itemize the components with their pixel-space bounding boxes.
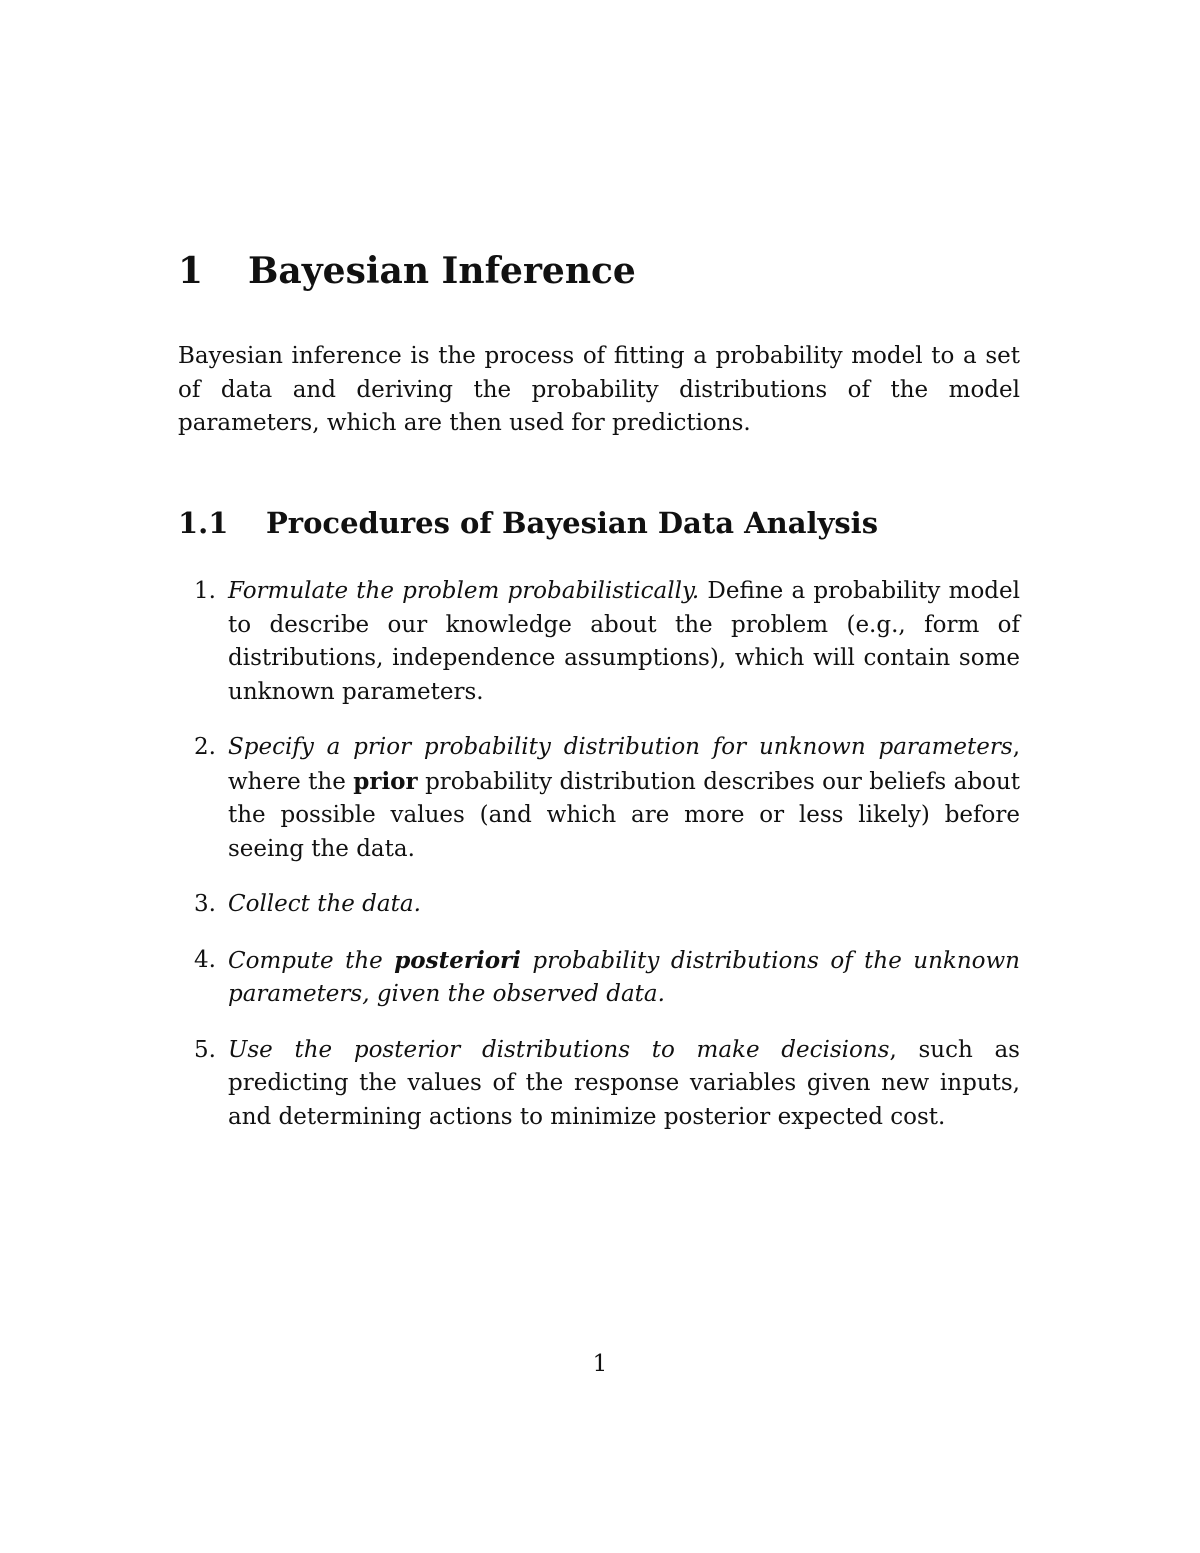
page-number: 1	[592, 1351, 608, 1377]
step-lead: Formulate the problem probabilistically.	[228, 578, 700, 604]
subsection-title: Procedures of Bayesian Data Analysis	[266, 506, 879, 540]
step-lead: Collect the data.	[228, 891, 421, 917]
subsection-number: 1.1	[178, 506, 229, 540]
intro-paragraph: Bayesian inference is the process of fitting a probability model to a set of data and deriving the probability distributions of the model parameters, which are then used for predictions.	[178, 343, 1020, 436]
list-item	[178, 575, 1020, 709]
section-title: Bayesian Inference	[248, 250, 636, 292]
step-text: , where the	[228, 734, 1020, 795]
section-heading	[178, 246, 636, 296]
list-marker: 2.	[194, 734, 216, 760]
step-lead-text: probability distributions of the unknown parameters, given the observed data.	[228, 947, 1020, 1007]
step-text: probability distribution describes our beliefs about the possible values (and which are more or less likely) before seeing the data.	[228, 768, 1020, 862]
list-item	[178, 944, 1020, 1012]
list-item	[178, 1034, 1020, 1135]
step-text: Define a probability model to describe our knowledge about the problem (e.g., form of distributions, independence assumptions), which will contain some unknown parameters.	[228, 578, 1020, 705]
step-bold-term: prior	[353, 767, 418, 795]
list-item	[178, 888, 1020, 922]
list-marker: 5.	[194, 1036, 216, 1063]
list-marker: 3.	[194, 891, 216, 917]
step-lead-text: Compute the	[228, 947, 395, 974]
subsection-heading	[178, 502, 878, 544]
step-bold-term: posteriori	[394, 946, 521, 974]
step-lead: Use the posterior distributions to make decisions	[228, 1036, 890, 1063]
list-marker: 1.	[194, 578, 216, 604]
list-marker: 4.	[194, 946, 216, 973]
procedure-list	[178, 575, 1020, 1156]
section-number: 1	[178, 250, 204, 292]
list-item	[178, 731, 1020, 866]
step-lead: Specify a prior probability distribution for unknown parameters	[228, 734, 1013, 760]
step-text: , such as predicting the values of the response variables given new inputs, and determining actions to minimize posterior expected cost.	[228, 1036, 1020, 1130]
step-lead	[228, 948, 1020, 1008]
